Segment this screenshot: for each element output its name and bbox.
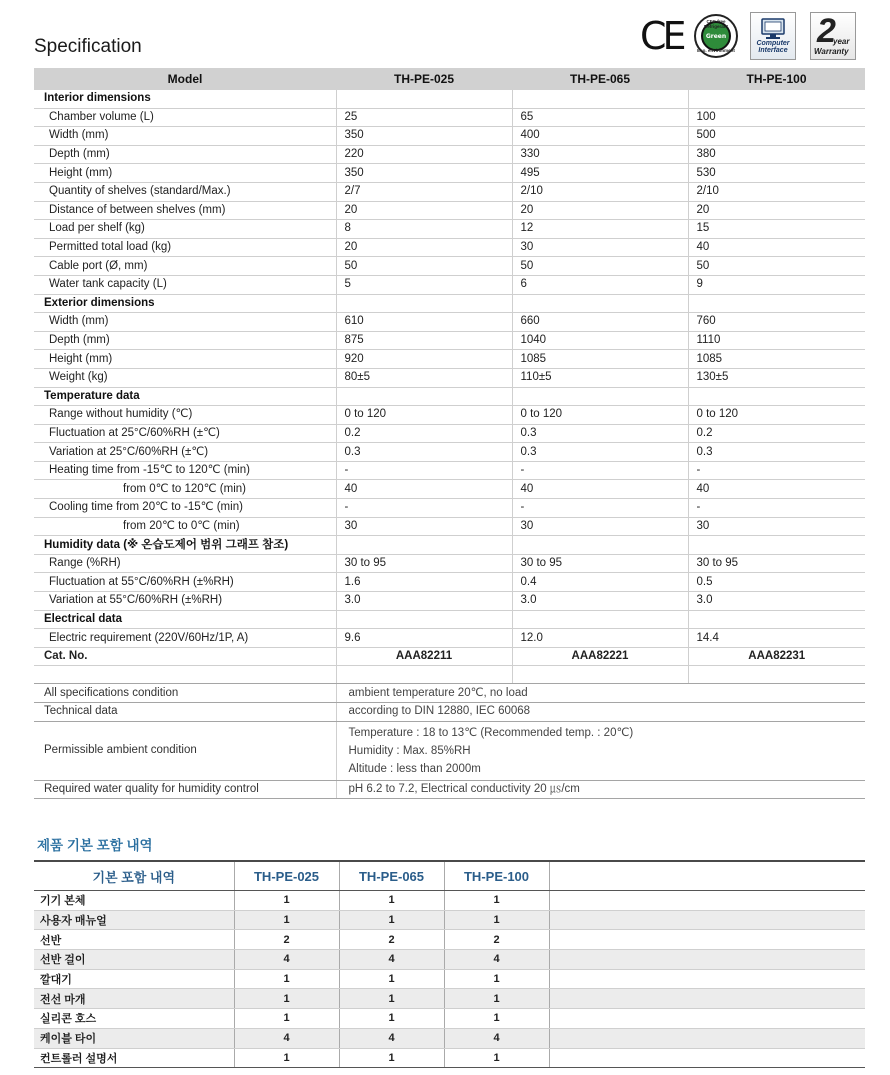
spec-cell: 0.3 <box>512 443 688 462</box>
condition-line: pH 6.2 to 7.2, Electrical conductivity 20 ㎲/cm <box>348 782 580 795</box>
spec-cell: 0.4 <box>512 573 688 592</box>
spec-section-blank <box>512 294 688 313</box>
spec-cell: 610 <box>336 313 512 332</box>
spec-row-label: from 20℃ to 0℃ (min) <box>34 517 336 536</box>
spec-row-label: Fluctuation at 25°C/60%RH (±℃) <box>34 424 336 443</box>
condition-value <box>336 703 865 722</box>
spec-cell: 40 <box>688 480 865 499</box>
spec-row <box>34 275 865 294</box>
spec-cell: - <box>688 461 865 480</box>
spec-row <box>34 220 865 239</box>
included-header-item: 기본 포함 내역 <box>34 862 234 891</box>
spec-cell: 14.4 <box>688 629 865 648</box>
spec-cell: 6 <box>512 275 688 294</box>
spec-cell: 875 <box>336 331 512 350</box>
spec-section-blank <box>512 610 688 629</box>
included-qty-cell: 4 <box>339 1028 444 1048</box>
spec-cell: 20 <box>688 201 865 220</box>
spec-section-blank <box>336 294 512 313</box>
included-header-row <box>34 862 865 891</box>
spec-cell: 12.0 <box>512 629 688 648</box>
spec-row-label: Height (mm) <box>34 350 336 369</box>
spec-row <box>34 145 865 164</box>
catalog-number-cell: AAA82231 <box>688 647 865 666</box>
spec-row-label: Water tank capacity (L) <box>34 275 336 294</box>
spec-cell: 220 <box>336 145 512 164</box>
spec-row-label: Weight (kg) <box>34 368 336 387</box>
spec-cell: - <box>688 499 865 518</box>
spec-cell: 1110 <box>688 331 865 350</box>
included-blank-cell <box>549 969 865 989</box>
included-item-name: 선반 걸이 <box>34 950 234 970</box>
spec-header-model-1: TH-PE-025 <box>336 68 512 90</box>
spec-header-model: Model <box>34 68 336 90</box>
spec-row-label: Variation at 55°C/60%RH (±%RH) <box>34 592 336 611</box>
spec-cell: 30 to 95 <box>688 554 865 573</box>
spec-header-row <box>34 68 865 90</box>
included-row <box>34 930 865 950</box>
included-blank-cell <box>549 1009 865 1029</box>
spec-cell: 30 <box>512 238 688 257</box>
spec-section-blank <box>336 610 512 629</box>
spec-cell: 0 to 120 <box>688 406 865 425</box>
spec-section-row <box>34 387 865 406</box>
included-qty-cell: 4 <box>444 1028 549 1048</box>
spec-cell: 0.5 <box>688 573 865 592</box>
spec-cell: 3.0 <box>512 592 688 611</box>
spec-row <box>34 108 865 127</box>
included-blank-cell <box>549 1028 865 1048</box>
spec-row <box>34 573 865 592</box>
spec-section-blank <box>688 387 865 406</box>
spec-cell: 8 <box>336 220 512 239</box>
spec-cell: 1085 <box>512 350 688 369</box>
spec-row-label: Range (%RH) <box>34 554 336 573</box>
spec-cell: 0.3 <box>336 443 512 462</box>
included-header-model-3: TH-PE-100 <box>444 862 549 891</box>
spec-cell: 20 <box>336 238 512 257</box>
spec-row <box>34 517 865 536</box>
spec-section-blank <box>336 536 512 555</box>
spec-cell: 130±5 <box>688 368 865 387</box>
spec-cell: 30 <box>688 517 865 536</box>
spec-row-label: Depth (mm) <box>34 331 336 350</box>
spec-row-label: Quantity of shelves (standard/Max.) <box>34 182 336 201</box>
spec-row-label: Fluctuation at 55°C/60%RH (±%RH) <box>34 573 336 592</box>
spec-cell: 15 <box>688 220 865 239</box>
spec-cell: 920 <box>336 350 512 369</box>
condition-label: Required water quality for humidity control <box>34 780 336 799</box>
included-qty-cell: 1 <box>444 1048 549 1068</box>
spec-section-blank <box>688 610 865 629</box>
condition-line: ambient temperature 20℃, no load <box>348 686 528 699</box>
included-item-name: 깔대기 <box>34 969 234 989</box>
spec-cell: - <box>512 461 688 480</box>
spec-row <box>34 499 865 518</box>
included-qty-cell: 1 <box>234 989 339 1009</box>
included-header-model-1: TH-PE-025 <box>234 862 339 891</box>
spec-row <box>34 238 865 257</box>
spec-cell: 65 <box>512 108 688 127</box>
spec-row-label: Permitted total load (kg) <box>34 238 336 257</box>
spec-cell: 3.0 <box>688 592 865 611</box>
spec-cell: 80±5 <box>336 368 512 387</box>
spec-cell: 100 <box>688 108 865 127</box>
included-blank-cell <box>549 950 865 970</box>
included-row <box>34 910 865 930</box>
spec-row-label: Height (mm) <box>34 164 336 183</box>
included-blank-cell <box>549 930 865 950</box>
spec-cell: 20 <box>336 201 512 220</box>
spec-cell: 380 <box>688 145 865 164</box>
spec-cell: 3.0 <box>336 592 512 611</box>
included-qty-cell: 1 <box>234 969 339 989</box>
spec-cell: 50 <box>512 257 688 276</box>
page-title: Specification <box>34 36 142 57</box>
spec-row <box>34 368 865 387</box>
spec-cell: 40 <box>688 238 865 257</box>
spec-row-label: Range without humidity (℃) <box>34 406 336 425</box>
spacer-cell <box>336 666 512 684</box>
included-item-name: 컨트롤러 설명서 <box>34 1048 234 1068</box>
included-qty-cell: 1 <box>339 910 444 930</box>
spec-cell: 30 <box>336 517 512 536</box>
spec-cell: 40 <box>336 480 512 499</box>
included-qty-cell: 1 <box>339 969 444 989</box>
included-qty-cell: 1 <box>444 891 549 911</box>
spec-row <box>34 461 865 480</box>
spec-section-title: Interior dimensions <box>34 90 336 108</box>
spec-section-row <box>34 90 865 108</box>
included-qty-cell: 1 <box>444 969 549 989</box>
spec-row-label: Width (mm) <box>34 313 336 332</box>
spec-section-blank <box>336 387 512 406</box>
included-item-name: 케이블 타이 <box>34 1028 234 1048</box>
included-qty-cell: 2 <box>339 930 444 950</box>
included-qty-cell: 4 <box>234 950 339 970</box>
spec-cell: 350 <box>336 164 512 183</box>
spec-row <box>34 406 865 425</box>
spec-row-label: Heating time from -15℃ to 120℃ (min) <box>34 461 336 480</box>
spec-cell: 1.6 <box>336 573 512 592</box>
spec-row-label: Width (mm) <box>34 127 336 146</box>
spec-section-blank <box>512 387 688 406</box>
spec-cell: 0.3 <box>512 424 688 443</box>
spec-cell: - <box>336 499 512 518</box>
spec-row-label: Cooling time from 20℃ to -15℃ (min) <box>34 499 336 518</box>
spec-cell: 5 <box>336 275 512 294</box>
condition-value <box>336 780 865 799</box>
catalog-number-cell: AAA82211 <box>336 647 512 666</box>
condition-row <box>34 780 865 799</box>
included-qty-cell: 4 <box>234 1028 339 1048</box>
warranty-icon: 2 year Warranty <box>810 12 856 60</box>
spec-cell: 330 <box>512 145 688 164</box>
spacer-cell <box>688 666 865 684</box>
computer-interface-icon: Computer Interface <box>750 12 796 60</box>
spec-cell: 2/7 <box>336 182 512 201</box>
included-qty-cell: 4 <box>339 950 444 970</box>
included-qty-cell: 1 <box>339 891 444 911</box>
spec-row <box>34 443 865 462</box>
spec-cell: 1085 <box>688 350 865 369</box>
condition-line: according to DIN 12880, IEC 60068 <box>348 705 531 718</box>
spec-cell: 25 <box>336 108 512 127</box>
spec-row <box>34 629 865 648</box>
spec-cell: 760 <box>688 313 865 332</box>
included-item-name: 사용자 매뉴얼 <box>34 910 234 930</box>
included-row <box>34 1028 865 1048</box>
condition-line: Altitude : less than 2000m <box>348 762 481 775</box>
ce-mark-icon: CE <box>640 14 683 58</box>
spec-row <box>34 554 865 573</box>
included-row <box>34 969 865 989</box>
spec-cell: 0 to 120 <box>512 406 688 425</box>
spacer-cell <box>34 666 336 684</box>
included-blank-cell <box>549 989 865 1009</box>
spec-row-label: Distance of between shelves (mm) <box>34 201 336 220</box>
included-blank-cell <box>549 1048 865 1068</box>
spec-section-blank <box>688 294 865 313</box>
spec-cell: 0.2 <box>688 424 865 443</box>
condition-row <box>34 684 865 703</box>
cfc-free-green-icon: CFC-free Refrigerant Green Eco. environment <box>694 14 738 58</box>
included-qty-cell: 1 <box>234 910 339 930</box>
included-qty-cell: 1 <box>444 989 549 1009</box>
spec-row-label: from 0℃ to 120℃ (min) <box>34 480 336 499</box>
condition-line: Temperature : 18 to 13℃ (Recommended temp. : 20℃) <box>348 726 634 739</box>
catalog-number-row <box>34 647 865 666</box>
condition-row <box>34 721 865 780</box>
included-row <box>34 891 865 911</box>
spec-cell: 0 to 120 <box>336 406 512 425</box>
included-qty-cell: 2 <box>234 930 339 950</box>
spec-cell: 110±5 <box>512 368 688 387</box>
included-blank-cell <box>549 910 865 930</box>
spec-cell: 50 <box>688 257 865 276</box>
spec-section-title: Exterior dimensions <box>34 294 336 313</box>
spec-cell: 20 <box>512 201 688 220</box>
spec-cell: - <box>512 499 688 518</box>
spec-row <box>34 592 865 611</box>
included-row <box>34 950 865 970</box>
included-qty-cell: 1 <box>234 1009 339 1029</box>
spec-row-label: Chamber volume (L) <box>34 108 336 127</box>
included-items-title: 제품 기본 포함 내역 <box>37 838 153 853</box>
included-qty-cell: 4 <box>444 950 549 970</box>
specification-table <box>34 68 865 799</box>
condition-row <box>34 703 865 722</box>
spec-section-row <box>34 610 865 629</box>
included-row <box>34 989 865 1009</box>
spec-section-blank <box>512 90 688 108</box>
certification-badges <box>640 10 856 62</box>
spec-row <box>34 164 865 183</box>
condition-label: Permissible ambient condition <box>34 721 336 780</box>
spec-row <box>34 182 865 201</box>
condition-value <box>336 721 865 780</box>
spec-row-label: Variation at 25°C/60%RH (±℃) <box>34 443 336 462</box>
included-row <box>34 1009 865 1029</box>
spec-cell: 2/10 <box>688 182 865 201</box>
included-header-blank <box>549 862 865 891</box>
included-item-name: 전선 마개 <box>34 989 234 1009</box>
spacer-row <box>34 666 865 684</box>
catalog-number-label: Cat. No. <box>34 647 336 666</box>
spec-row <box>34 257 865 276</box>
included-qty-cell: 1 <box>444 1009 549 1029</box>
included-item-name: 실리콘 호스 <box>34 1009 234 1029</box>
spec-row-label: Load per shelf (kg) <box>34 220 336 239</box>
included-qty-cell: 1 <box>339 989 444 1009</box>
spec-cell: 0.3 <box>688 443 865 462</box>
spec-row <box>34 313 865 332</box>
spec-cell: 30 to 95 <box>336 554 512 573</box>
included-item-name: 선반 <box>34 930 234 950</box>
spec-cell: 500 <box>688 127 865 146</box>
spec-row <box>34 424 865 443</box>
catalog-number-cell: AAA82221 <box>512 647 688 666</box>
included-qty-cell: 1 <box>234 1048 339 1068</box>
spec-cell: - <box>336 461 512 480</box>
spec-section-blank <box>688 90 865 108</box>
included-items-table <box>34 862 865 1068</box>
spec-row <box>34 331 865 350</box>
spec-section-title: Electrical data <box>34 610 336 629</box>
spec-cell: 40 <box>512 480 688 499</box>
spec-row-label: Depth (mm) <box>34 145 336 164</box>
spec-section-title: Humidity data (※ 온습도제어 범위 그래프 참조) <box>34 536 336 555</box>
included-row <box>34 1048 865 1068</box>
included-item-name: 기기 본체 <box>34 891 234 911</box>
spec-section-blank <box>512 536 688 555</box>
spec-cell: 50 <box>336 257 512 276</box>
spec-cell: 9.6 <box>336 629 512 648</box>
included-qty-cell: 1 <box>339 1009 444 1029</box>
condition-value <box>336 684 865 703</box>
spec-row-label: Cable port (Ø, mm) <box>34 257 336 276</box>
condition-label: All specifications condition <box>34 684 336 703</box>
spec-cell: 530 <box>688 164 865 183</box>
included-header-model-2: TH-PE-065 <box>339 862 444 891</box>
spec-row <box>34 480 865 499</box>
spec-cell: 30 <box>512 517 688 536</box>
spec-row <box>34 127 865 146</box>
included-qty-cell: 1 <box>444 910 549 930</box>
spec-row <box>34 350 865 369</box>
spec-section-row <box>34 536 865 555</box>
spec-header-model-3: TH-PE-100 <box>688 68 865 90</box>
spec-section-title: Temperature data <box>34 387 336 406</box>
spec-row <box>34 201 865 220</box>
spec-row-label: Electric requirement (220V/60Hz/1P, A) <box>34 629 336 648</box>
spec-cell: 30 to 95 <box>512 554 688 573</box>
spec-section-blank <box>688 536 865 555</box>
included-qty-cell: 1 <box>234 891 339 911</box>
spec-cell: 12 <box>512 220 688 239</box>
spec-cell: 495 <box>512 164 688 183</box>
spec-cell: 400 <box>512 127 688 146</box>
spec-header-model-2: TH-PE-065 <box>512 68 688 90</box>
included-qty-cell: 1 <box>339 1048 444 1068</box>
spec-cell: 0.2 <box>336 424 512 443</box>
spacer-cell <box>512 666 688 684</box>
spec-cell: 9 <box>688 275 865 294</box>
included-blank-cell <box>549 891 865 911</box>
spec-section-row <box>34 294 865 313</box>
spec-cell: 1040 <box>512 331 688 350</box>
included-qty-cell: 2 <box>444 930 549 950</box>
spec-cell: 660 <box>512 313 688 332</box>
condition-label: Technical data <box>34 703 336 722</box>
condition-line: Humidity : Max. 85%RH <box>348 744 471 757</box>
spec-cell: 2/10 <box>512 182 688 201</box>
spec-section-blank <box>336 90 512 108</box>
spec-cell: 350 <box>336 127 512 146</box>
